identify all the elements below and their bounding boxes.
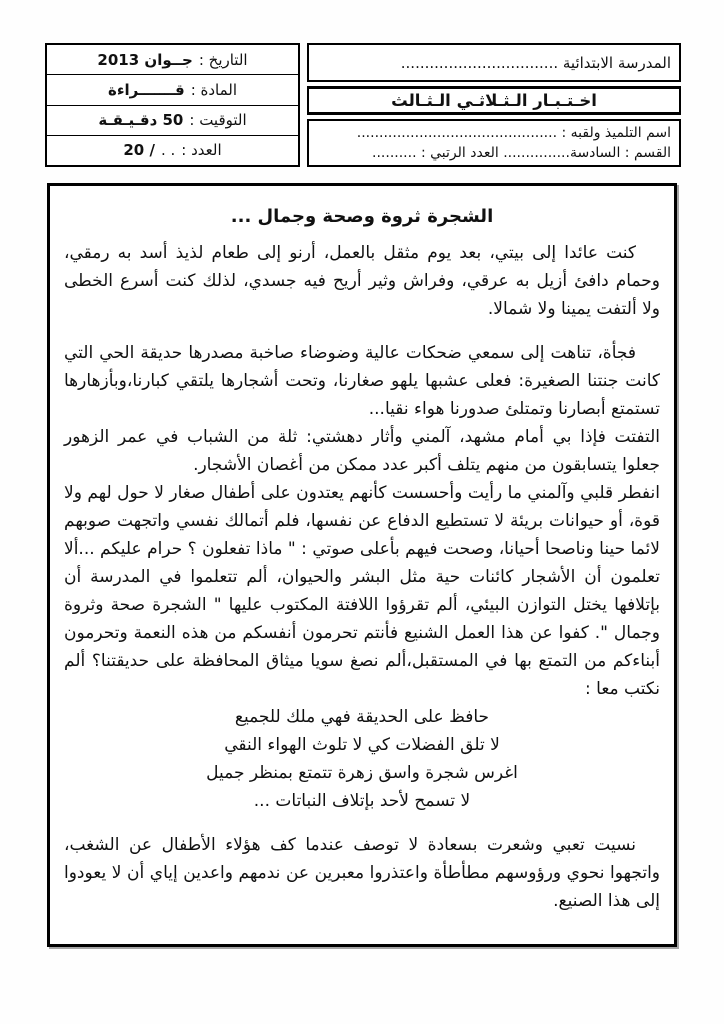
score-value: / 20 [123,141,155,160]
student-info-cell [307,119,681,167]
school-name-cell [307,43,681,82]
subject-value: قـــــــراءة [107,80,185,99]
subject-label: المادة : [190,80,238,99]
charter-line: اغرس شجرة واسق زهرة تتمتع بمنظر جميل [206,763,518,783]
class-line: القسم : السادسة............... العدد الرتبي : .......... [372,145,671,161]
subject-row [47,75,298,105]
date-row [47,45,298,75]
story-paragraph-2a: فجأة، تناهت إلى سمعي ضحكات عالية وضوضاء صاخبة مصدرها حديقة الحي التي كانت جنتنا الصغيرة: فعلى عشبها يلهو صغارنا، وتحت أشجارها يلتقي كبارنا،وبأزهارها تستمتع أبصارنا وتمتلئ صدورنا هواء نقيا... [64,343,660,419]
student-name-line: اسم التلميذ ولقبه : ............................................. [356,125,671,141]
charter-line: لا تسمح لأحد بإتلاف النباتات ... [253,791,471,811]
header-table [45,43,681,167]
date-value: جــوان 2013 [97,50,193,69]
charter-line: حافظ على الحديقة فهي ملك للجميع [234,707,490,727]
timing-value: 50 دقـيـقـة [98,111,184,130]
charter-line: لا تلق الفضلات كي لا تلوث الهواء النقي [224,735,500,755]
timing-row [47,106,298,136]
header-left-column [45,43,300,167]
score-dots: . . [160,141,176,160]
story-title: الشجرة ثروة وصحة وجمال ... [230,206,494,227]
story-paragraph-1: كنت عائدا إلى بيتي، بعد يوم مثقل بالعمل، أرنو إلى طعام لذيذ أسد به رمقي، وحمام دافئ أزيل به عرقي، وفراش وثير أريح فيه جسدي، لذلك كنت أسرع الخطى ولا ألتفت يمينا ولا شمالا. [64,243,660,319]
date-label: التاريخ : [198,50,248,69]
story-paragraph-4: نسيت تعبي وشعرت بسعادة لا توصف عندما كف هؤلاء الأطفال عن الشغب، واتجهوا نحوي ورؤوسهم مطأطأة واعتذروا معبرين عن ندمهم واعدين إياي أن لا يعودوا إلى هذا الصنيع. [64,835,660,911]
school-name-line: المدرسة الابتدائية ................................. [400,53,671,72]
charter-list [64,703,660,815]
exam-title-cell [307,86,681,115]
header-right-column [307,43,681,167]
reading-text-box [47,183,677,947]
story-paragraph-2b: التفتت فإذا بي أمام مشهد، آلمني وأثار دهشتي: ثلة من الشباب في عمر الزهور جعلوا يتسابقون من منهم يتلف أكبر عدد ممكن من أغصان الأشجار. [64,427,660,475]
timing-label: التوقيت : [189,111,247,130]
story-paragraph-3: انفطر قلبي وآلمني ما رأيت وأحسست كأنهم يعتدون على أطفال صغار لا حول لهم ولا قوة، أو حيوانات بريئة لا تستطيع الدفاع عن نفسها، فلم أتمالك نفسي واتجهت صوبهم لائما حينا وناصحا أحيانا، وصحت فيهم بأعلى صوتي : " ماذا تفعلون ؟ حرام عليكم ...ألا تعلمون أن الأشجار كائنات حية مثل البشر والحيوان، ألم تتعلموا في المدرسة أن بإتلافها يختل التوازن البيئي، ألم تقرؤوا اللافتة المكتوب عليها " الشجرة صحة وثروة وجمال ". كفوا عن هذا العمل الشنيع فأنتم تحرمون أنفسكم من هذه النعمة وتحرمون أبناءكم من التمتع بها في المستقبل،ألم نصغ سويا ميثاق المحافظة على حديقتنا؟ ألم نكتب معا : [64,483,660,699]
score-label: العدد : [181,141,222,160]
exam-title: اخـتـبـار الـثـلاثـي الـثـالث [391,91,597,111]
score-row [47,136,298,165]
